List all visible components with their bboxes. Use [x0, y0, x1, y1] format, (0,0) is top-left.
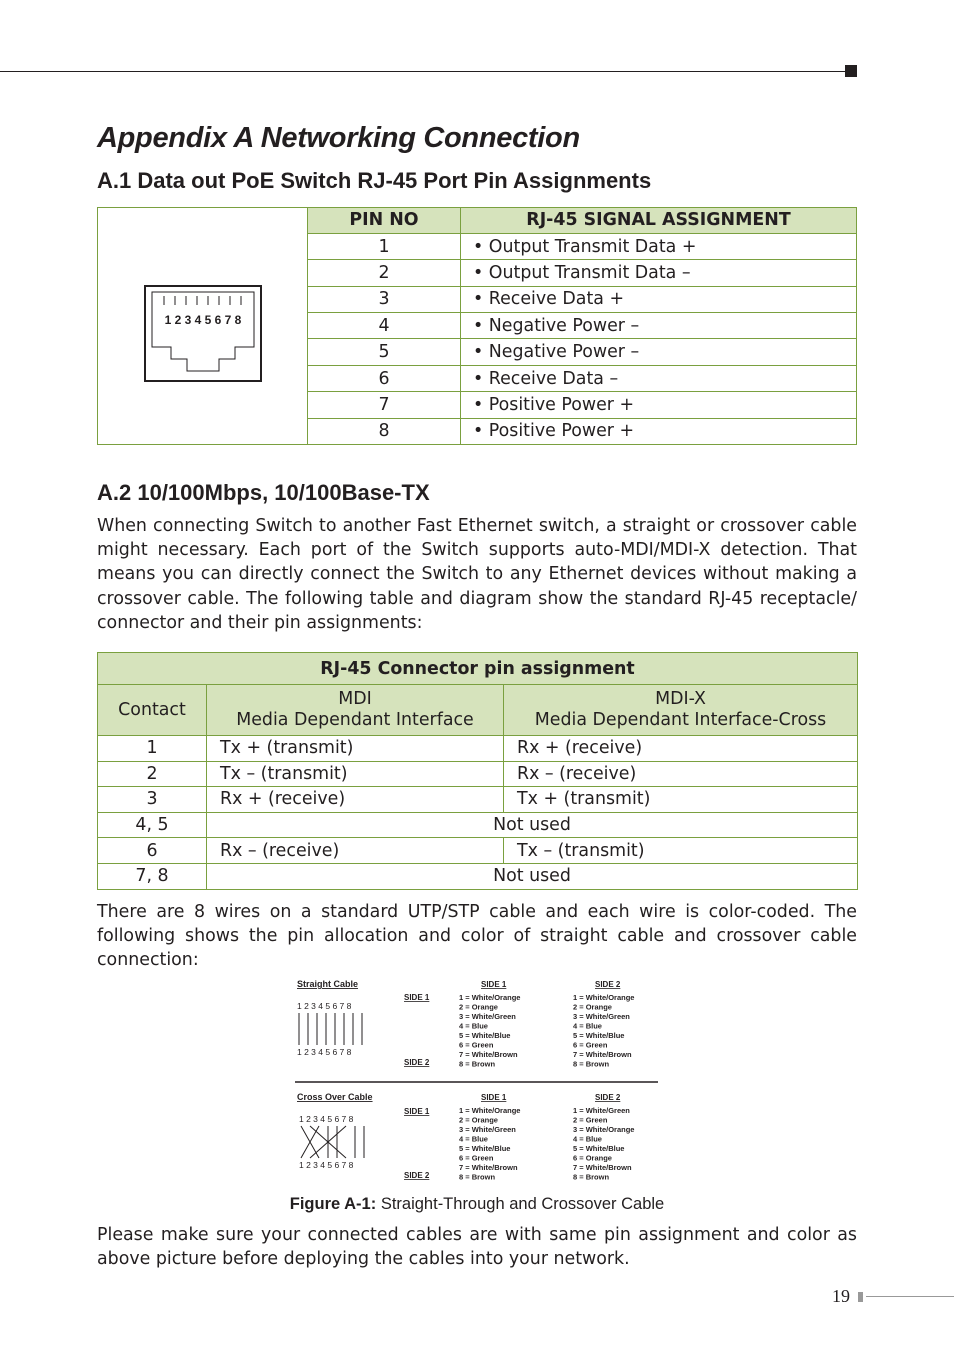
- wire-color: 5 = White/Blue: [573, 1144, 625, 1153]
- wire-color: 8 = Brown: [459, 1172, 496, 1182]
- header-rule: [0, 71, 848, 72]
- cross-col-side1: SIDE 1: [481, 1093, 507, 1102]
- mdix-cell: Rx – (receive): [504, 761, 858, 787]
- col-contact: Contact: [98, 685, 207, 736]
- wire-color: 7 = White/Brown: [459, 1050, 518, 1059]
- mdi-cell: Tx – (transmit): [207, 761, 504, 787]
- col-signal: RJ-45 SIGNAL ASSIGNMENT: [461, 208, 857, 234]
- wire-color: 7 = White/Brown: [459, 1163, 518, 1172]
- wire-color: 4 = Blue: [573, 1134, 602, 1144]
- cross-wires: [301, 1126, 364, 1158]
- cross-side2-label: SIDE 2: [404, 1171, 430, 1180]
- col-mdix-label: MDI-X: [655, 689, 706, 709]
- straight-pins-top: 1 2 3 4 5 6 7 8: [297, 1001, 352, 1011]
- wire-color: 3 = White/Orange: [573, 1125, 635, 1134]
- not-used-cell: Not used: [207, 812, 858, 838]
- wire-color: 6 = Green: [459, 1040, 494, 1050]
- pin-signal: • Receive Data –: [461, 365, 857, 391]
- wire-color: 2 = Green: [573, 1115, 608, 1125]
- rj45-jack-icon: [98, 208, 307, 439]
- pin-signal: • Receive Data +: [461, 286, 857, 312]
- wire-color: 6 = Orange: [573, 1153, 612, 1163]
- wire-color: 7 = White/Brown: [573, 1050, 632, 1059]
- contact-cell: 7, 8: [98, 863, 207, 889]
- connector-table-title: RJ-45 Connector pin assignment: [98, 653, 858, 685]
- pin-number: 1: [308, 233, 461, 259]
- wire-color: 6 = Green: [459, 1153, 494, 1163]
- cross-side1-label: SIDE 1: [404, 1107, 430, 1116]
- wire-color: 6 = Green: [573, 1040, 608, 1050]
- wire-color: 3 = White/Green: [459, 1125, 516, 1134]
- table-row: [98, 736, 858, 762]
- pin-number: 2: [308, 260, 461, 286]
- mdix-cell: Tx + (transmit): [504, 787, 858, 813]
- wire-color: 5 = White/Blue: [459, 1031, 511, 1040]
- contact-cell: 6: [98, 838, 207, 864]
- col-pin-no: PIN NO: [308, 208, 461, 234]
- contact-cell: 1: [98, 736, 207, 762]
- wires-paragraph: There are 8 wires on a standard UTP/STP cable and each wire is color-coded. The following shows the pin allocation and color of straight cable and crossover cable connection:: [97, 902, 857, 971]
- mdi-cell: Rx – (receive): [207, 838, 504, 864]
- wire-color: 1 = White/Orange: [459, 1106, 521, 1115]
- section-heading-a2: A.2 10/100Mbps, 10/100Base-TX: [97, 480, 430, 505]
- footer-mark: [858, 1292, 863, 1302]
- header-square: [845, 65, 857, 77]
- section-heading-a1: A.1 Data out PoE Switch RJ-45 Port Pin Assignments: [97, 168, 652, 193]
- wire-color: 4 = Blue: [573, 1021, 602, 1031]
- straight-pins-bottom: 1 2 3 4 5 6 7 8: [297, 1047, 352, 1057]
- wire-color: 5 = White/Blue: [459, 1144, 511, 1153]
- straight-col-side2: SIDE 2: [595, 980, 621, 989]
- wire-color: 4 = Blue: [459, 1021, 488, 1031]
- pin-signal: • Positive Power +: [461, 418, 857, 444]
- straight-side2-label: SIDE 2: [404, 1058, 430, 1067]
- contact-cell: 4, 5: [98, 812, 207, 838]
- table-row: [98, 812, 858, 838]
- wire-color: 2 = Orange: [459, 1115, 498, 1125]
- mdix-cell: Tx – (transmit): [504, 838, 858, 864]
- pin-number: 3: [308, 286, 461, 312]
- wire-color: 3 = White/Green: [573, 1012, 630, 1021]
- pin-number: 6: [308, 365, 461, 391]
- pin-signal: • Negative Power –: [461, 339, 857, 365]
- figure-caption-text: Straight-Through and Crossover Cable: [380, 1195, 665, 1213]
- wire-color: 8 = Brown: [573, 1172, 610, 1182]
- wire-color: 2 = Orange: [573, 1002, 612, 1012]
- closing-paragraph: Please make sure your connected cables are with same pin assignment and color as above picture before deploying the cables into your network.: [97, 1225, 857, 1270]
- figure-caption-label: Figure A-1:: [289, 1195, 377, 1213]
- pin-number: 8: [308, 418, 461, 444]
- contact-cell: 3: [98, 787, 207, 813]
- table-row: [98, 838, 858, 864]
- col-mdi-sub: Media Dependant Interface: [236, 710, 474, 730]
- col-mdix: [504, 685, 858, 736]
- cable-wiring-diagram: [295, 976, 660, 1186]
- cross-col-side2: SIDE 2: [595, 1093, 621, 1102]
- pin-signal: • Output Transmit Data +: [461, 233, 857, 259]
- pin-number: 5: [308, 339, 461, 365]
- intro-paragraph: When connecting Switch to another Fast Ethernet switch, a straight or crossover cable might necessary. Each port of the Switch supports auto-MDI/MDI-X detection. That means you can directly connect the Switch to any Ethernet devices without making a crossover cable. The following table and diagram show the standard RJ-45 receptacle/ connector and their pin assignments:: [97, 516, 857, 633]
- pin-signal: • Negative Power –: [461, 313, 857, 339]
- mdi-cell: Rx + (receive): [207, 787, 504, 813]
- straight-side1-label: SIDE 1: [404, 993, 430, 1002]
- wire-color: 7 = White/Brown: [573, 1163, 632, 1172]
- cross-cable-title: Cross Over Cable: [297, 1092, 373, 1102]
- table-row: [98, 761, 858, 787]
- mdi-cell: Tx + (transmit): [207, 736, 504, 762]
- wire-color: 2 = Orange: [459, 1002, 498, 1012]
- rj45-jack-cell: [98, 208, 308, 445]
- contact-cell: 2: [98, 761, 207, 787]
- cross-pins-top: 1 2 3 4 5 6 7 8: [299, 1114, 354, 1124]
- wire-color: 3 = White/Green: [459, 1012, 516, 1021]
- pin-number: 4: [308, 313, 461, 339]
- page-number: 19: [832, 1286, 850, 1306]
- wire-color: 1 = White/Orange: [459, 993, 521, 1002]
- pin-number: 7: [308, 392, 461, 418]
- figure-caption: [0, 1195, 954, 1214]
- cross-pins-bottom: 1 2 3 4 5 6 7 8: [299, 1160, 354, 1170]
- jack-pin-numbers: 1 2 3 4 5 6 7 8: [164, 313, 242, 327]
- mdix-cell: Rx + (receive): [504, 736, 858, 762]
- wire-color: 8 = Brown: [459, 1059, 496, 1069]
- pin-signal: • Positive Power +: [461, 392, 857, 418]
- wire-color: 1 = White/Orange: [573, 993, 635, 1002]
- not-used-cell: Not used: [207, 863, 858, 889]
- straight-col-side1: SIDE 1: [481, 980, 507, 989]
- wire-color: 4 = Blue: [459, 1134, 488, 1144]
- wire-color: 5 = White/Blue: [573, 1031, 625, 1040]
- connector-pin-table: [97, 652, 858, 890]
- wire-color: 8 = Brown: [573, 1059, 610, 1069]
- straight-wires: [299, 1013, 362, 1045]
- wire-color: 1 = White/Green: [573, 1106, 630, 1115]
- pin-assignment-table: [97, 207, 857, 445]
- straight-cable-title: Straight Cable: [297, 979, 359, 989]
- col-mdix-sub: Media Dependant Interface-Cross: [534, 710, 827, 730]
- page-title: Appendix A Networking Connection: [97, 122, 580, 154]
- col-mdi-label: MDI: [338, 689, 372, 709]
- pin-signal: • Output Transmit Data –: [461, 260, 857, 286]
- table-row: [98, 863, 858, 889]
- footer-rule: [866, 1296, 954, 1297]
- table-row: [98, 787, 858, 813]
- col-mdi: [207, 685, 504, 736]
